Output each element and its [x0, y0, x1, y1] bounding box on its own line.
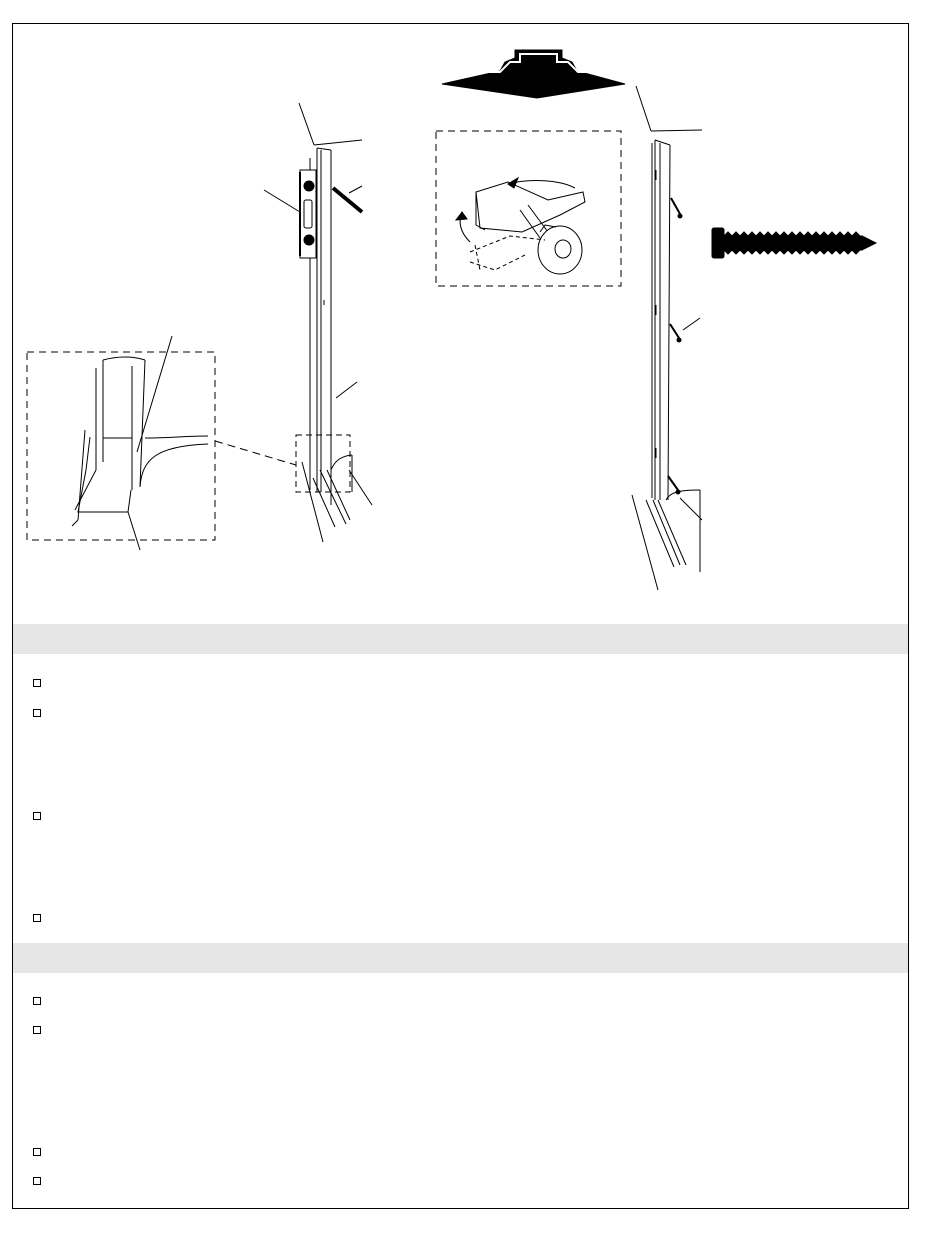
detail-callout-left [27, 336, 350, 550]
screw-small-icon [668, 198, 682, 494]
checkbox[interactable] [33, 812, 41, 820]
trim-profile-icon [442, 50, 625, 98]
checkbox[interactable] [33, 1026, 41, 1034]
section-header-band [13, 943, 908, 973]
checkbox[interactable] [33, 709, 41, 717]
section-header-band [13, 624, 908, 654]
pencil-icon [333, 186, 362, 212]
checkbox[interactable] [33, 997, 41, 1005]
checkbox[interactable] [33, 914, 41, 922]
checkbox[interactable] [33, 1177, 41, 1185]
level-tool-icon [264, 170, 316, 258]
anchor-rotation-icon [436, 131, 621, 286]
checkbox[interactable] [33, 679, 41, 687]
right-channel-assembly [632, 86, 702, 590]
left-channel-assembly [299, 103, 372, 542]
checkbox[interactable] [33, 1148, 41, 1156]
screw-icon [712, 228, 876, 258]
